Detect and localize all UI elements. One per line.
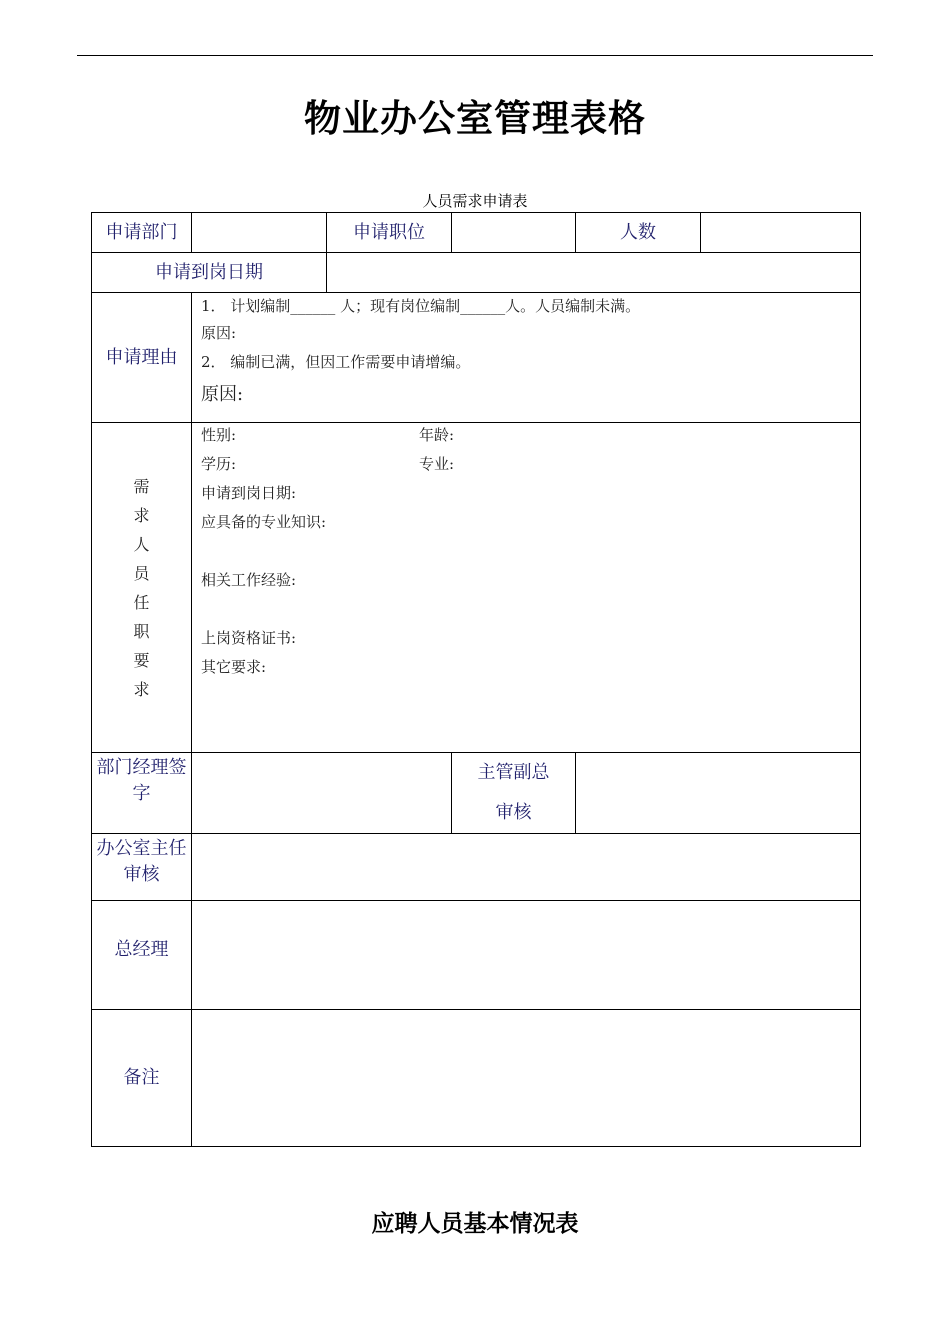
requirements-label-char: 要 xyxy=(133,650,150,670)
reason-field[interactable] xyxy=(192,293,861,423)
start-date-label: 申请到岗日期 xyxy=(92,253,327,293)
requirements-label-char: 求 xyxy=(133,679,150,699)
reason-line-2: 原因: xyxy=(201,324,237,342)
remarks-field[interactable] xyxy=(192,1010,861,1147)
dept-label: 申请部门 xyxy=(92,213,192,253)
form-caption: 人员需求申请表 xyxy=(422,192,528,210)
general-manager-field[interactable] xyxy=(192,901,861,1010)
vp-review-label xyxy=(452,753,576,834)
row-start-date xyxy=(92,253,861,293)
position-field[interactable] xyxy=(452,213,576,253)
requirements-field[interactable] xyxy=(192,423,861,753)
certificate-label: 上岗资格证书: xyxy=(201,629,297,647)
row-general-manager xyxy=(92,901,861,1010)
other-label: 其它要求: xyxy=(201,658,267,676)
start-date-field[interactable] xyxy=(327,253,861,293)
knowledge-label: 应具备的专业知识: xyxy=(201,513,327,531)
vp-label-line: 审核 xyxy=(495,802,532,823)
dept-field[interactable] xyxy=(192,213,327,253)
education-label: 学历: xyxy=(201,455,237,473)
requirements-line xyxy=(201,423,860,452)
position-label: 申请职位 xyxy=(327,213,452,253)
count-field[interactable] xyxy=(701,213,861,253)
row-remarks xyxy=(92,1010,861,1147)
requirements-label-char: 员 xyxy=(133,563,150,583)
row-requirements xyxy=(92,423,861,753)
remarks-label: 备注 xyxy=(92,1010,192,1147)
office-director-label: 办公室主任审核 xyxy=(92,834,192,901)
requirements-label-char: 求 xyxy=(133,505,150,525)
row-office-director xyxy=(92,834,861,901)
experience-label: 相关工作经验: xyxy=(201,571,297,589)
row-manager-signoff xyxy=(92,753,861,834)
vp-review-field[interactable] xyxy=(576,753,861,834)
row-dept-position xyxy=(92,213,861,253)
requirement-date-label: 申请到岗日期: xyxy=(201,484,297,502)
reason-line-4: 原因: xyxy=(201,384,244,405)
document-title: 物业办公室管理表格 xyxy=(304,96,646,140)
row-reason xyxy=(92,293,861,423)
dept-manager-signature[interactable] xyxy=(192,753,452,834)
requirements-label-char: 需 xyxy=(133,476,150,496)
reason-line-1: 1． 计划编制______ 人；现有岗位编制______人。人员编制未满。 xyxy=(201,297,641,315)
gender-label: 性别: xyxy=(201,426,237,444)
requirements-label-char: 人 xyxy=(133,534,150,554)
reason-label: 申请理由 xyxy=(92,293,192,423)
requirements-label-char: 任 xyxy=(133,592,150,612)
count-label: 人数 xyxy=(576,213,701,253)
requirements-label xyxy=(92,423,192,753)
general-manager-label: 总经理 xyxy=(92,901,192,1010)
personnel-request-form xyxy=(91,212,861,1147)
blank-line xyxy=(201,539,860,568)
dept-manager-label: 部门经理签字 xyxy=(92,753,192,834)
header-rule xyxy=(77,55,873,56)
office-director-field[interactable] xyxy=(192,834,861,901)
blank-line xyxy=(201,597,860,626)
vp-label-line: 主管副总 xyxy=(477,762,550,783)
reason-line-3: 2． 编制已满，但因工作需要申请增编。 xyxy=(201,353,471,371)
requirements-line xyxy=(201,452,860,481)
major-label: 专业: xyxy=(419,455,455,473)
requirements-label-char: 职 xyxy=(133,621,150,641)
age-label: 年龄: xyxy=(419,426,455,444)
next-section-title: 应聘人员基本情况表 xyxy=(371,1210,579,1237)
